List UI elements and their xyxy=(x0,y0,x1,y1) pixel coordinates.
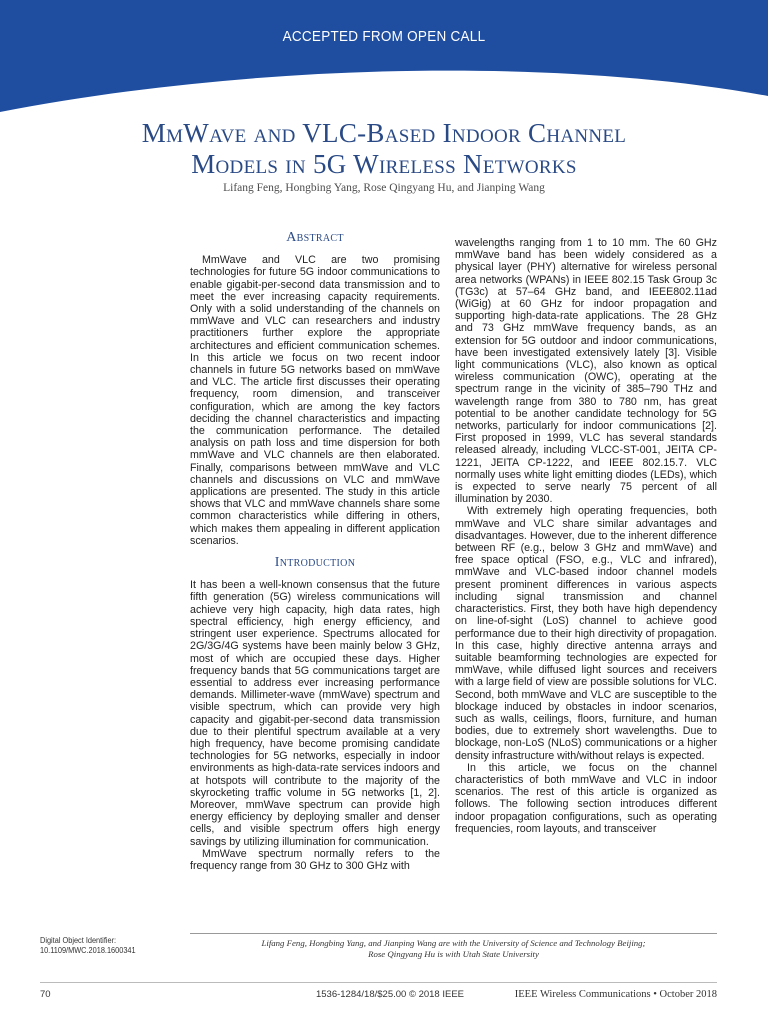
affiliation-note xyxy=(190,938,717,960)
affiliation-line-2: Rose Qingyang Hu is with Utah State University xyxy=(368,949,539,959)
doi-value: 10.1109/MWC.2018.1600341 xyxy=(40,946,136,955)
introduction-paragraph-1: It has been a well-known consensus that the future fifth generation (5G) wireless communications will achieve very high capacity, high data rates, high spectral efficiency, high energy efficiency, and stringent user experience. Spectrums allocated for 2G/3G/4G systems have been mainly below 3 GHz, most of which are occupied these days. Higher frequency bands that 5G communications target are essential to address ever increasing performance demands. Millimeter-wave (mmWave) spectrum and visible spectrum, which can provide very high capacity and gigabit-per-second data transmission due to their plentiful spectrum available at a very high frequency, have become promising candidate technologies for 5G networks, especially in indoor environments as high-data-rate services indoors and at hotspots will contribute to the majority of the skyrocketing traffic volume in 5G networks [1, 2]. Moreover, mmWave spectrum can provide high energy efficiency by deploying smaller and denser cells, and visible spectrum offers high energy savings by utilizing illumination for communication. xyxy=(190,579,440,848)
left-column xyxy=(190,232,440,872)
introduction-heading: Introduction xyxy=(274,555,356,571)
banner-shape xyxy=(0,0,768,120)
section-label: ACCEPTED FROM OPEN CALL xyxy=(282,28,486,45)
title-line-1: MmWave and VLC-Based Indoor Channel xyxy=(141,118,627,148)
title-line-2: Models in 5G Wireless Networks xyxy=(191,149,577,179)
right-paragraph-1: wavelengths ranging from 1 to 10 mm. The 60 GHz mmWave band has been widely considered as a physical layer (PHY) alternative for wireless personal area networks (WPANs) in IEEE 802.15 Task Group 3c (TG3c) at 57–64 GHz band, and IEEE802.11ad (WiGig) at 60 GHz for indoor propagation and supporting high-data-rate applications. The 28 GHz and 73 GHz mmWave frequency bands, as an extension for 5G outdoor and indoor communications, have been investigated extensively lately [3]. Visible light communications (VLC), also known as optical wireless communication (OWC), operating at the spectrum range in the vicinity of 385–790 THz and wavelength range from 380 to 780 nm, has great potential to be another candidate technology for 5G networks, particularly for indoor communications [2]. First proposed in 1999, VLC has several standards released already, including VLCC-ST-001, JEITA CP-1221, JEITA CP-1222, and IEEE 802.15.7. VLC normally uses white light emitting diodes (LEDs), which is expected to serve nearly 75 percent of all illumination by 2030. xyxy=(455,237,717,506)
abstract-text: MmWave and VLC are two promising technologies for future 5G indoor communications to enable gigabit-per-second data transmission and to meet the ever increasing capacity requirements. Only with a solid understanding of the channels on mmWave and VLC can researchers and industry practitioners further explore the appropriate architectures and efficient communication schemes. In this article we focus on two recent indoor channels in future 5G networks based on mmWave and VLC. The article first discusses their operating frequency, room dimension, and transceiver configuration, which are among the key factors deciding the channel characteristics and impacting the communication performance. The detailed analysis on path loss and time dispersion for both mmWave and VLC channels are then elaborated. Finally, comparisons between mmWave and VLC channels and discussions on VLC and mmWave applications are presented. The study in this article shows that VLC and mmWave channels share some common characteristics while differing in others, which makes them appealing in different application scenarios. xyxy=(190,254,440,547)
footer-divider xyxy=(40,982,717,983)
page-number: 70 xyxy=(40,989,51,1000)
paper-title xyxy=(40,118,728,180)
author-list: Lifang Feng, Hongbing Yang, Rose Qingyang Hu, and Jianping Wang xyxy=(223,182,545,194)
header-banner xyxy=(0,0,768,120)
right-paragraph-3: In this article, we focus on the channel characteristics of both mmWave and VLC in indoor scenarios. The rest of this article is organized as follows. The following section introduces different indoor propagation configurations, such as operating frequencies, room layouts, and transceiver xyxy=(455,761,717,835)
affiliation-line-1: Lifang Feng, Hongbing Yang, and Jianping Wang are with the University of Science and Technology Beijing; xyxy=(261,938,646,948)
doi-label: Digital Object Identifier: xyxy=(40,936,117,945)
journal-info: IEEE Wireless Communications • October 2018 xyxy=(514,989,717,1000)
right-paragraph-2: With extremely high operating frequencies, both mmWave and VLC share similar advantages and disadvantages. However, due to the inherent difference between RF (e.g., below 3 GHz and mmWave) and free space optical (FSO, e.g., VLC and infrared), mmWave and VLC-based indoor channel models present prominent differences in various aspects including signal transmission and channel characteristics. First, they both have high dependency on line-of-sight (LoS) channel to achieve good performance due to their high directivity of propagation. In this case, highly directive antenna arrays and suitable beamforming technologies are expected for mmWave, while diffused light sources and receivers with a large field of view are possible solutions for VLC. Second, both mmWave and VLC are susceptible to the blockage induced by obstacles in indoor scenarios, such as walls, ceilings, floors, furniture, and human bodies, due to extremely short wavelengths. Due to blockage, non-LoS (NLoS) communications or a higher density infrastructure with/without relays is expected. xyxy=(455,505,717,762)
issn-copyright: 1536-1284/18/$25.00 © 2018 IEEE xyxy=(315,989,465,1000)
introduction-paragraph-2: MmWave spectrum normally refers to the frequency range from 30 GHz to 300 GHz with xyxy=(190,847,440,872)
affiliation-divider xyxy=(190,933,717,934)
right-column xyxy=(455,237,717,835)
doi-note xyxy=(40,936,178,956)
abstract-heading: Abstract xyxy=(286,230,344,245)
